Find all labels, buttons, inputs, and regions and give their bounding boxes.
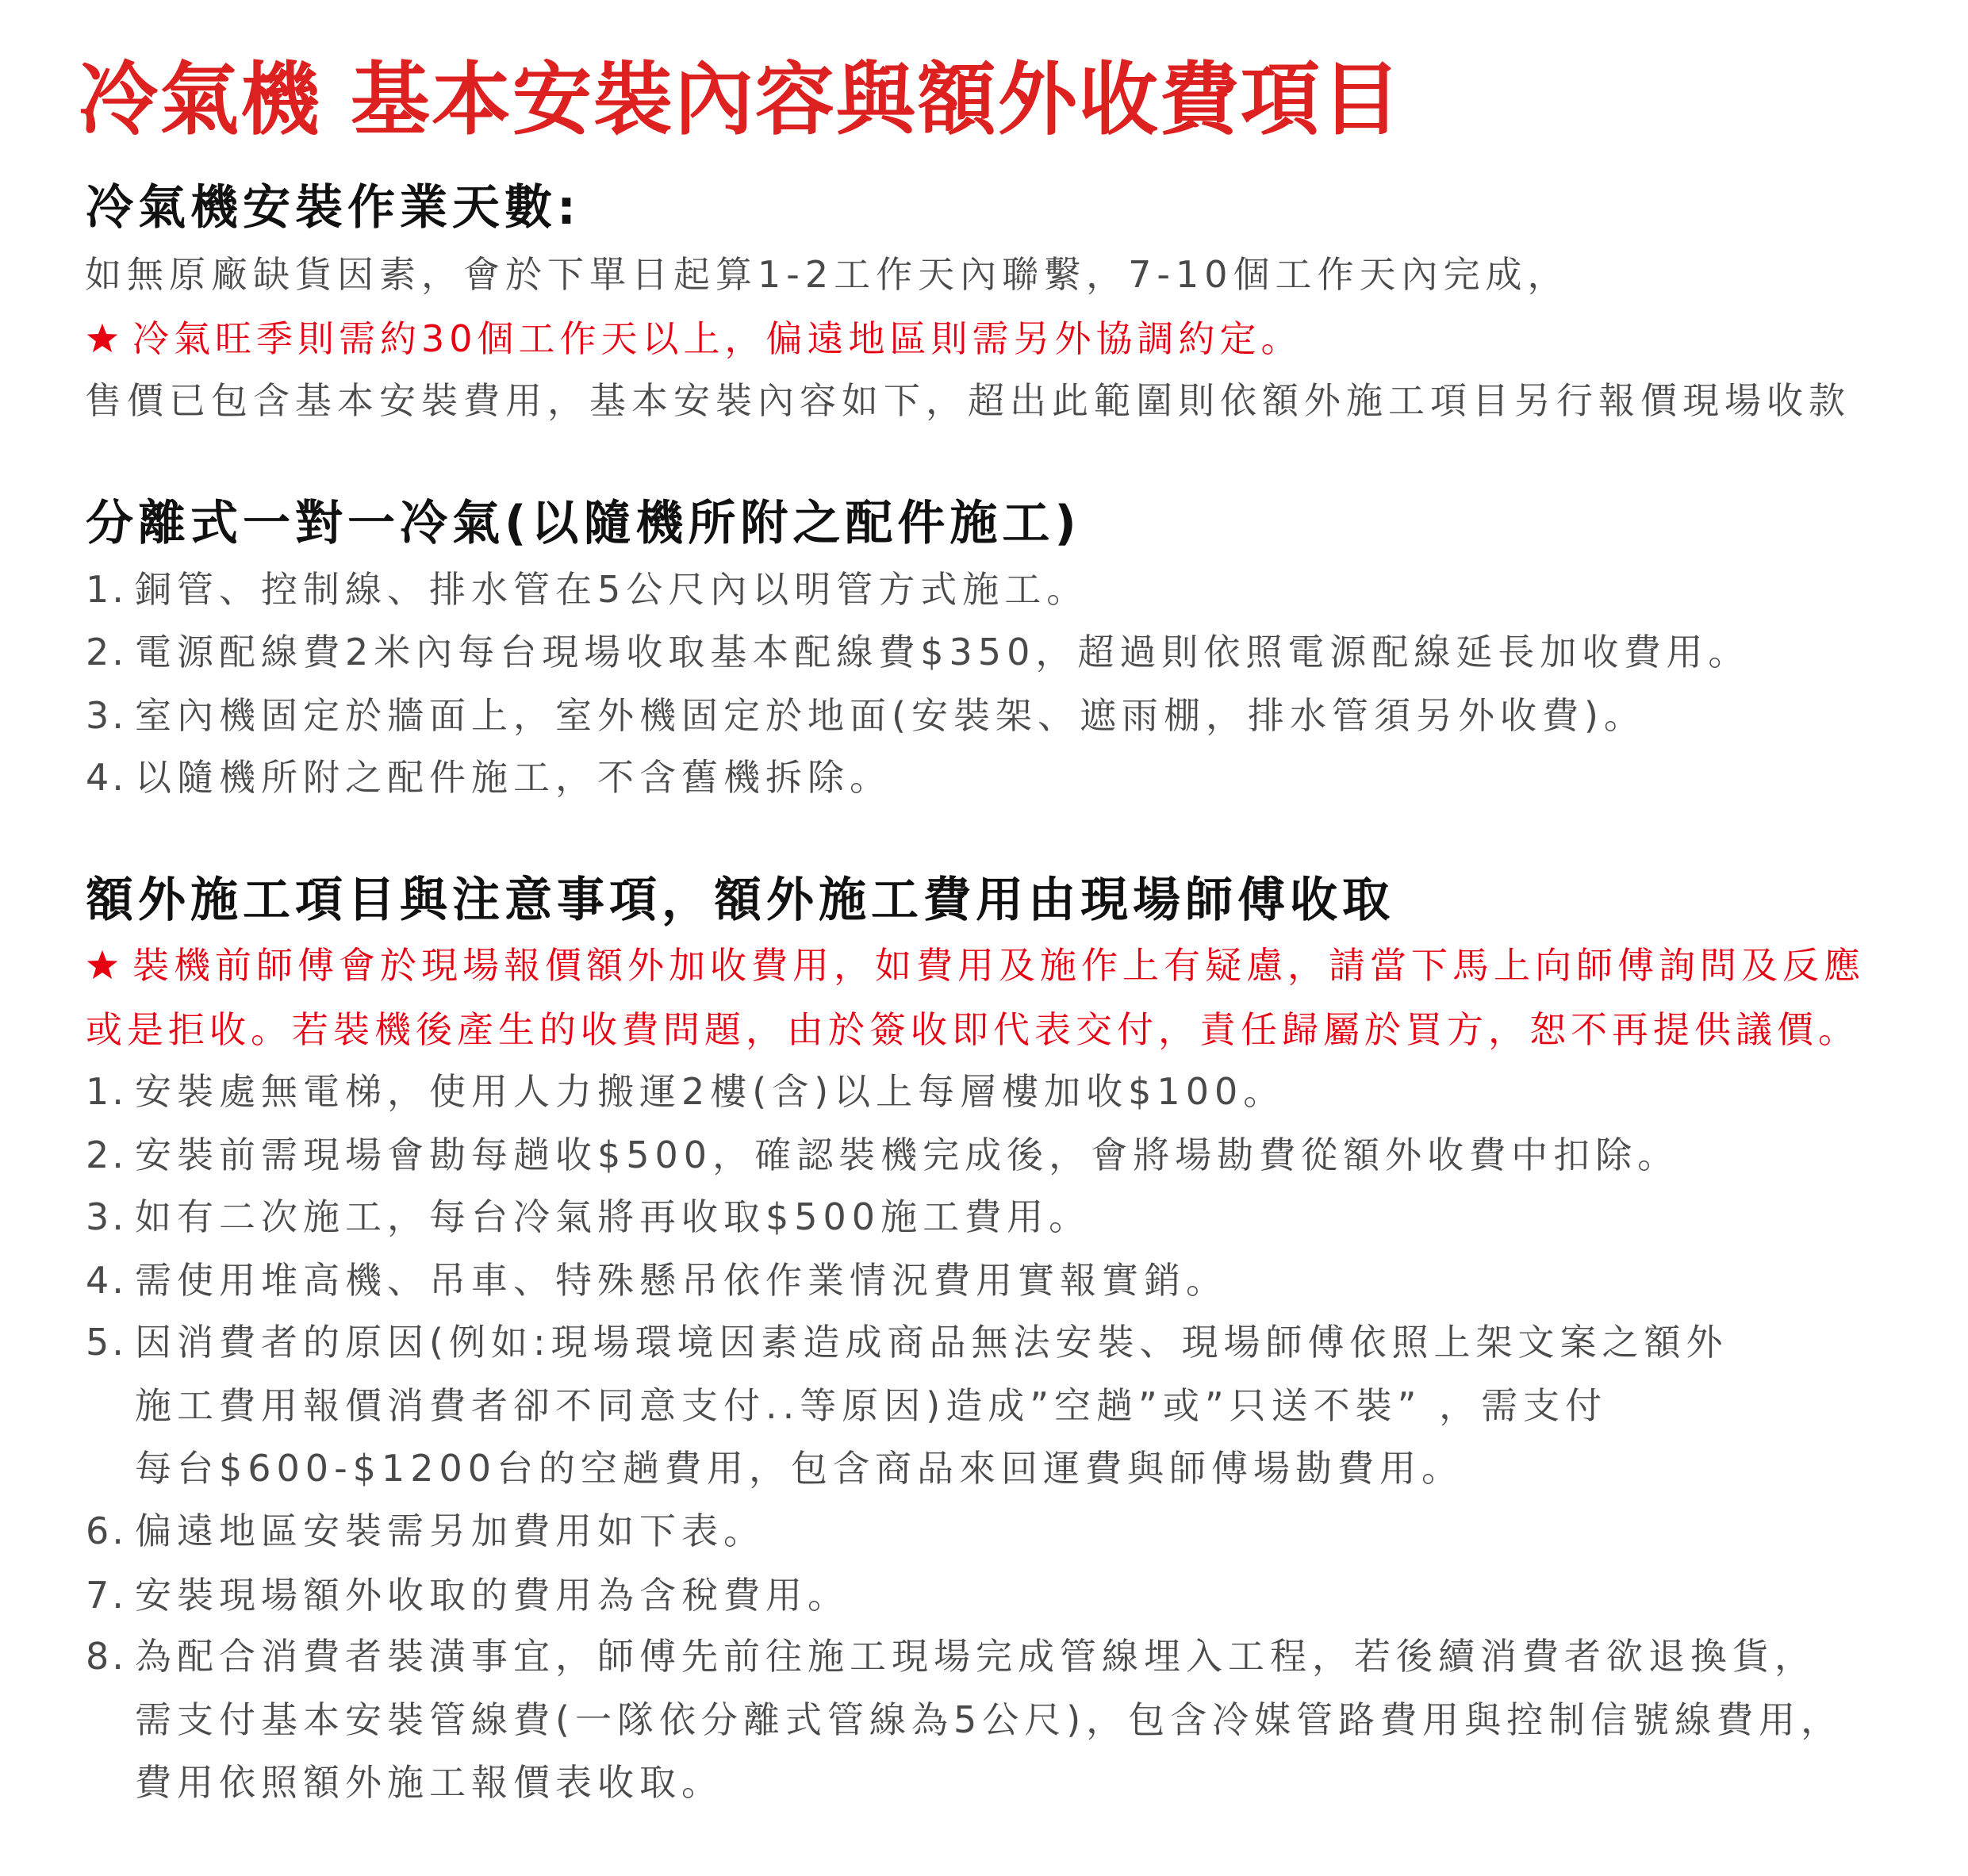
extra-charges-heading: 額外施工項目與注意事項，額外施工費用由現場師傅收取	[86, 873, 1394, 928]
delivery-note-text: 冷氣旺季則需約30個工作天以上，偏遠地區則需另外協調約定。	[132, 317, 1302, 360]
item-number: 3.	[86, 1195, 127, 1238]
list-item-continuation: 每台$600-$1200台的空趟費用，包含商品來回運費與師傅場勘費用。	[135, 1447, 1464, 1490]
list-item-continuation: 施工費用報價消費者卻不同意支付..等原因)造成”空趟”或”只送不裝” ，需支付	[135, 1384, 1608, 1427]
item-text: 安裝前需現場會勘每趟收$500，確認裝機完成後，會將場勘費從額外收費中扣除。	[135, 1134, 1680, 1176]
item-text: 電源配線費2米內每台現場收取基本配線費$350，超過則依照電源配線延長加收費用。	[135, 631, 1751, 673]
item-text: 為配合消費者裝潢事宜，師傅先前往施工現場完成管線埋入工程，若後續消費者欲退換貨，	[135, 1635, 1816, 1678]
item-text: 需使用堆高機、吊車、特殊懸吊依作業情況費用實報實銷。	[135, 1259, 1228, 1302]
delivery-heading: 冷氣機安裝作業天數:	[86, 180, 581, 236]
delivery-note	[86, 307, 1302, 370]
item-number: 8.	[86, 1635, 127, 1678]
item-text: 安裝處無電梯，使用人力搬運2樓(含)以上每層樓加收$100。	[135, 1070, 1286, 1113]
item-text: 以隨機所附之配件施工，不含舊機拆除。	[135, 756, 892, 799]
item-number: 7.	[86, 1574, 127, 1617]
delivery-line-1: 如無原廠缺貨因素，會於下單日起算1-2工作天內聯繫，7-10個工作天內完成，	[85, 253, 1570, 296]
list-item-continuation: 費用依照額外施工報價表收取。	[135, 1761, 723, 1804]
item-text: 因消費者的原因(例如:現場環境因素造成商品無法安裝、現場師傅依照上架文案之額外	[135, 1321, 1728, 1364]
item-number: 2.	[86, 631, 127, 673]
item-number: 1.	[86, 568, 127, 611]
item-text: 偏遠地區安裝需另加費用如下表。	[135, 1510, 765, 1552]
star-icon	[86, 949, 119, 982]
basic-install-heading: 分離式一對一冷氣(以隨機所附之配件施工)	[86, 496, 1081, 551]
item-text: 如有二次施工，每台冷氣將再收取$500施工費用。	[135, 1195, 1091, 1238]
page-title: 冷氣機 基本安裝內容與額外收費項目	[79, 53, 1402, 146]
item-text: 安裝現場額外收取的費用為含稅費用。	[135, 1574, 850, 1617]
extra-notice-line-1	[86, 934, 1865, 997]
item-text: 室內機固定於牆面上，室外機固定於地面(安裝架、遮雨棚，排水管須另外收費)。	[135, 694, 1646, 737]
item-number: 2.	[86, 1134, 127, 1176]
star-icon	[86, 322, 119, 355]
extra-notice-line-2: 或是拒收。若裝機後產生的收費問題，由於簽收即代表交付，責任歸屬於買方，恕不再提供議價。	[86, 1008, 1859, 1051]
item-number: 3.	[86, 694, 127, 737]
item-number: 5.	[86, 1321, 127, 1364]
item-number: 4.	[86, 1259, 127, 1302]
item-number: 4.	[86, 756, 127, 799]
delivery-line-3: 售價已包含基本安裝費用，基本安裝內容如下，超出此範圍則依額外施工項目另行報價現場收款	[85, 379, 1851, 422]
notice-text: 裝機前師傅會於現場報價額外加收費用，如費用及施作上有疑慮，請當下馬上向師傅詢問及反應	[132, 944, 1865, 987]
item-number: 6.	[86, 1510, 127, 1552]
list-item-continuation: 需支付基本安裝管線費(一隊依分離式管線為5公尺)，包含冷媒管路費用與控制信號線費用，	[135, 1698, 1843, 1741]
item-number: 1.	[86, 1070, 127, 1113]
item-text: 銅管、控制線、排水管在5公尺內以明管方式施工。	[135, 568, 1089, 611]
